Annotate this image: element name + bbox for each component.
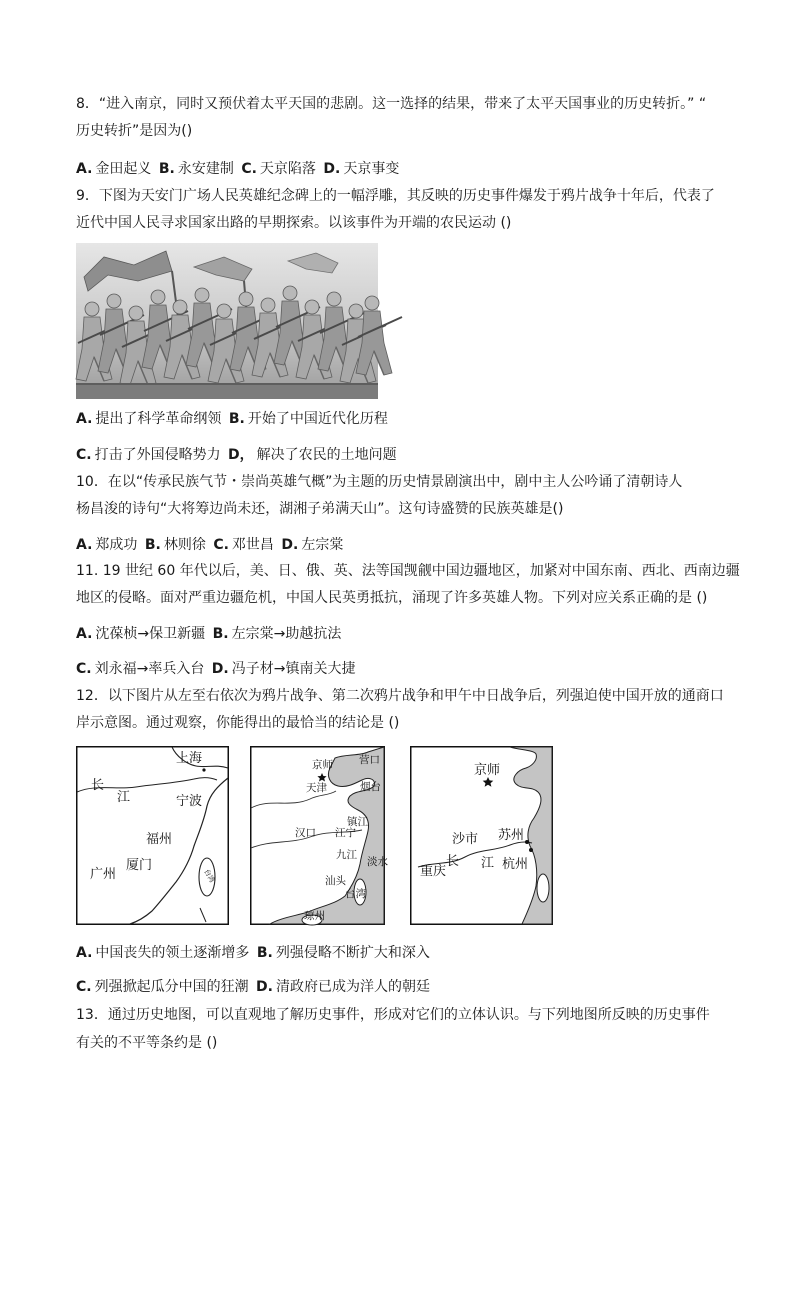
label-shanghai: 上海 — [176, 751, 203, 766]
option-letter: C. — [76, 979, 92, 995]
option-text: 清政府已成为洋人的朝廷 — [276, 979, 430, 995]
treaty-ports-map-1 — [76, 746, 229, 925]
option-text: 列强侵略不断扩大和深入 — [275, 945, 430, 961]
q12-option-d — [256, 979, 430, 995]
label-shantou: 汕头 — [325, 875, 346, 887]
option-text: 提出了科学革命纲领 — [95, 411, 222, 427]
q9-option-d — [228, 447, 397, 463]
q11-option-d — [212, 661, 356, 677]
q10-stem-line-2: 杨昌浚的诗句“大将筹边尚未还，湖湘子弟满天山”。这句诗盛赞的民族英雄是() — [76, 501, 564, 517]
q10-option-d — [281, 537, 343, 553]
option-text: 邓世昌 — [231, 537, 274, 553]
q11-options-row-2 — [76, 659, 358, 679]
label-shashi: 沙市 — [452, 832, 479, 847]
option-text: 左宗棠→助越抗法 — [231, 626, 342, 642]
option-text: 天京事变 — [343, 161, 400, 177]
port-marker — [525, 840, 529, 844]
q12-stem-line-1: 12．以下图片从左至右依次为鸦片战争、第二次鸦片战争和甲午中日战争后，列强迫使中国开放的通商口 — [76, 688, 724, 704]
option-letter: B. — [212, 626, 229, 642]
label-chang: 长 — [91, 778, 105, 793]
label-xiamen: 厦门 — [126, 858, 153, 873]
q8-option-d — [323, 161, 399, 177]
q12-option-b — [257, 945, 430, 961]
q8-option-b — [159, 161, 234, 177]
label-jiangning: 江宁 — [335, 827, 356, 839]
option-letter: A. — [76, 626, 93, 642]
q11-option-a — [76, 626, 205, 642]
q13-stem-line-1: 13．通过历史地图，可以直观地了解历史事件，形成对它们的立体认识。与下列地图所反映的历史事件 — [76, 1007, 710, 1023]
q12-stem-line-2: 岸示意图。通过观察，你能得出的最恰当的结论是 () — [76, 715, 400, 731]
label-jiang: 江 — [117, 790, 131, 805]
option-text: 列强掀起瓜分中国的狂潮 — [94, 979, 249, 995]
option-text: 郑成功 — [95, 537, 138, 553]
option-letter: D. — [281, 537, 299, 553]
q9-stem-line-2: 近代中国人民寻求国家出路的早期探索。以该事件为开端的农民运动 () — [76, 215, 512, 231]
q12-option-a — [76, 945, 249, 961]
q8-stem-line-2: 历史转折”是因为() — [76, 123, 193, 139]
option-letter: A. — [76, 411, 93, 427]
q12-options-row-2 — [76, 977, 433, 997]
port-marker — [529, 848, 533, 852]
q11-options-row-1 — [76, 624, 344, 644]
label-qiongzhou: 琼州 — [304, 910, 325, 922]
q8-option-c — [241, 161, 316, 177]
option-text: 左宗棠 — [301, 537, 344, 553]
label-hangzhou: 杭州 — [502, 857, 529, 872]
port-marker — [202, 768, 205, 771]
option-letter: D， — [228, 447, 254, 463]
option-letter: C. — [241, 161, 257, 177]
option-text: 林则徐 — [163, 537, 206, 553]
option-letter: A. — [76, 161, 93, 177]
label-tianjin: 天津 — [306, 782, 327, 794]
option-text: 打击了外国侵略势力 — [94, 447, 221, 463]
option-letter: A. — [76, 537, 93, 553]
option-text: 刘永福→率兵入台 — [94, 661, 205, 677]
q11-stem-line-2: 地区的侵略。面对严重边疆危机，中国人民英勇抵抗，涌现了许多英雄人物。下列对应关系正确的是 () — [76, 590, 708, 606]
option-letter: C. — [76, 661, 92, 677]
taiwan-island — [537, 874, 549, 902]
q13-stem-line-2: 有关的不平等条约是 () — [76, 1035, 218, 1051]
option-text: 冯子材→镇南关大捷 — [231, 661, 356, 677]
label-chang: 长 — [446, 854, 460, 869]
option-text: 沈葆桢→保卫新疆 — [95, 626, 206, 642]
option-letter: D. — [211, 661, 229, 677]
label-chongqing: 重庆 — [420, 864, 447, 879]
q9-option-a — [76, 411, 221, 427]
option-letter: B. — [228, 411, 245, 427]
option-text: 金田起义 — [95, 161, 152, 177]
option-text: 永安建制 — [177, 161, 234, 177]
q11-stem-line-1: 11. 19 世纪 60 年代以后，美、日、俄、英、法等国觊觎中国边疆地区，加紧对中国东南、西北、西南边疆 — [76, 563, 740, 579]
q12-options-row-1 — [76, 943, 433, 963]
label-fuzhou: 福州 — [146, 832, 173, 847]
option-text: 天京陷落 — [259, 161, 316, 177]
q10-option-a — [76, 537, 137, 553]
label-taiwan: 台湾 — [345, 888, 366, 900]
label-jiujiang: 九江 — [336, 849, 357, 861]
q9-stem-line-1: 9．下图为天安门广场人民英雄纪念碑上的一幅浮雕，其反映的历史事件爆发于鸦片战争十年后，代表了 — [76, 188, 715, 204]
q9-options-row-1 — [76, 409, 391, 429]
option-letter: B. — [144, 537, 161, 553]
label-jingshi: 京师 — [474, 763, 501, 778]
q11-option-c — [76, 661, 204, 677]
label-yingkou: 营口 — [359, 754, 380, 766]
option-letter: C. — [76, 447, 92, 463]
label-zhenjiang: 镇江 — [347, 816, 368, 828]
q10-options — [76, 535, 346, 555]
treaty-ports-map-2 — [250, 746, 388, 925]
option-letter: D. — [256, 979, 273, 995]
relief-image — [76, 243, 378, 399]
q8-option-a — [76, 161, 151, 177]
label-guangzhou: 广州 — [90, 867, 117, 882]
option-text: 中国丧失的领土逐渐增多 — [95, 945, 250, 961]
option-letter: D. — [323, 161, 341, 177]
q8-options — [76, 159, 402, 179]
q10-stem-line-1: 10．在以“传承民族气节・崇尚英雄气概”为主题的历史情景剧演出中，剧中主人公吟诵了清朝诗人 — [76, 474, 683, 490]
option-letter: A. — [76, 945, 93, 961]
label-jingshi: 京师 — [312, 759, 333, 771]
label-hankou: 汉口 — [295, 827, 316, 839]
q9-option-c — [76, 447, 221, 463]
option-letter: C. — [213, 537, 229, 553]
option-text: 开始了中国近代化历程 — [247, 411, 388, 427]
q9-options-row-2 — [76, 445, 400, 465]
q10-option-b — [145, 537, 206, 553]
label-yantai: 烟台 — [360, 781, 381, 793]
q12-option-c — [76, 979, 249, 995]
q11-option-b — [213, 626, 342, 642]
label-jiang: 江 — [481, 856, 495, 871]
option-text: 解决了农民的土地问题 — [256, 447, 397, 463]
option-letter: B. — [158, 161, 175, 177]
q8-stem-line-1: 8．“进入南京，同时又预伏着太平天国的悲剧。这一选择的结果，带来了太平天国事业的历史转折。” “ — [76, 96, 707, 112]
q10-option-c — [213, 537, 274, 553]
option-letter: B. — [256, 945, 273, 961]
label-danshui: 淡水 — [367, 856, 388, 868]
label-taiwan: 台湾 — [202, 868, 217, 885]
label-suzhou: 苏州 — [498, 828, 525, 843]
treaty-ports-map-3 — [410, 746, 553, 925]
q9-option-b — [229, 411, 388, 427]
label-ningbo: 宁波 — [176, 794, 203, 809]
